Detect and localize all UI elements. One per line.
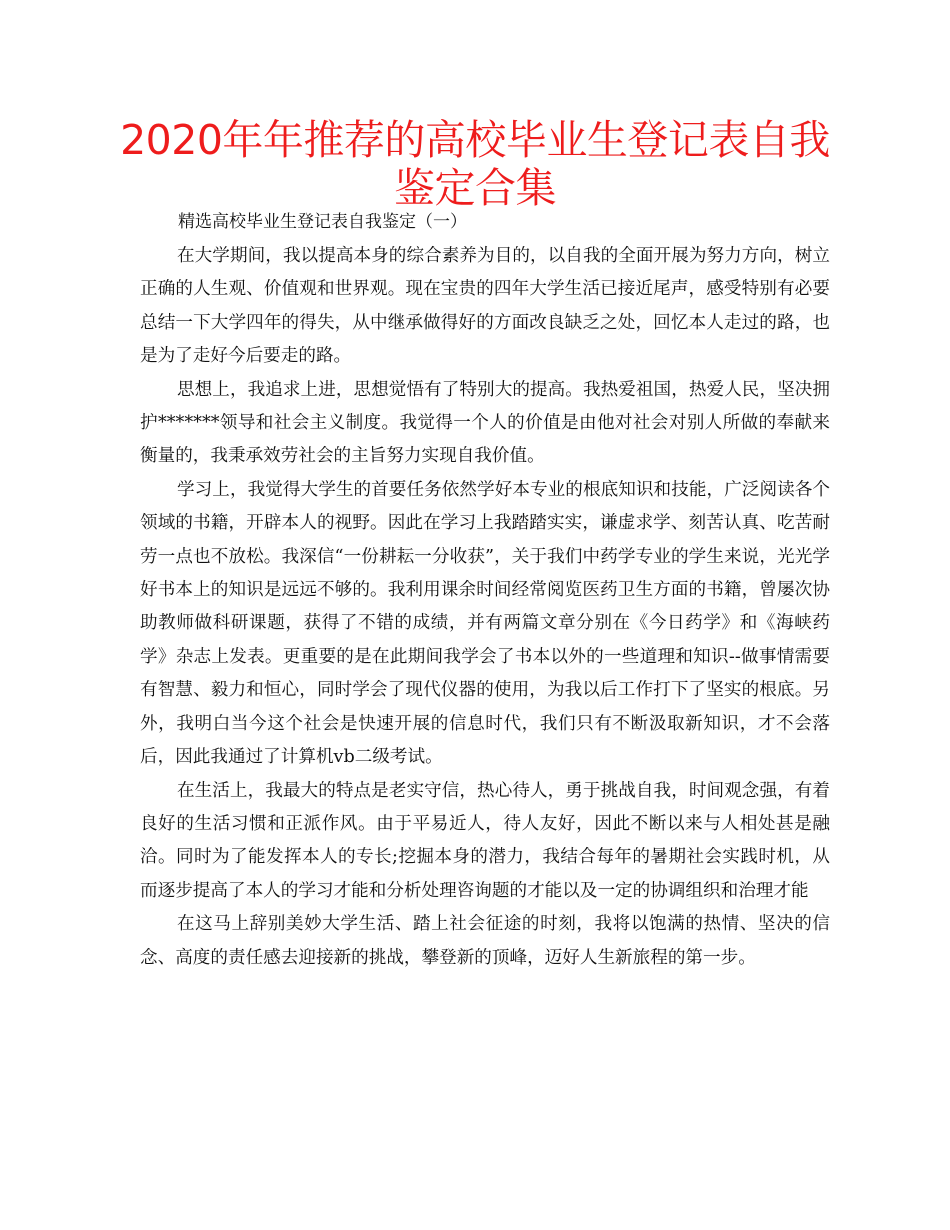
document-title: 2020年年推荐的高校毕业生登记表自我鉴定合集 xyxy=(120,116,830,212)
paragraph-study: 学习上，我觉得大学生的首要任务依然学好本专业的根底知识和技能，广泛阅读各个领域的书籍，开辟本人的视野。因此在学习上我踏踏实实，谦虚求学、刻苦认真、吃苦耐劳一点也不放松。我深信“一份耕耘一分收获”，关于我们中药学专业的学生来说，光光学好书本上的知识是远远不够的。我利用课余时间经常阅览医药卫生方面的书籍，曾屡次协助教师做科研课题，获得了不错的成绩，并有两篇文章分别在《今日药学》和《海峡药学》杂志上发表。更重要的是在此期间我学会了书本以外的一些道理和知识--做事情需要有智慧、毅力和恒心，同时学会了现代仪器的使用，为我以后工作打下了坚实的根底。另外，我明白当今这个社会是快速开展的信息时代，我们只有不断汲取新知识，才不会落后，因此我通过了计算机vb二级考试。 xyxy=(140,479,830,768)
paragraph-life: 在生活上，我最大的特点是老实守信，热心待人，勇于挑战自我，时间观念强，有着良好的生活习惯和正派作风。由于平易近人，待人友好，因此不断以来与人相处甚是融洽。同时为了能发挥本人的专长;挖掘本身的潜力，我结合每年的暑期社会实践时机，从而逐步提高了本人的学习才能和分析处理咨询题的才能以及一定的协调组织和治理才能 xyxy=(140,780,830,901)
section-heading: 精选高校毕业生登记表自我鉴定（一） xyxy=(178,212,467,232)
paragraph-ideology: 思想上，我追求上进，思想觉悟有了特别大的提高。我热爱祖国，热爱人民，坚决拥护*******领导和社会主义制度。我觉得一个人的价值是由他对社会对别人所做的奉献来衡量的，我秉承效劳社会的主旨努力实现自我价值。 xyxy=(140,379,830,467)
paragraph-university-period: 在大学期间，我以提高本身的综合素养为目的，以自我的全面开展为努力方向，树立正确的人生观、价值观和世界观。现在宝贵的四年大学生活已接近尾声，感受特别有必要总结一下大学四年的得失，从中继承做得好的方面改良缺乏之处，回忆本人走过的路，也是为了走好今后要走的路。 xyxy=(140,246,830,367)
document-body xyxy=(140,240,830,975)
paragraph-farewell: 在这马上辞别美妙大学生活、踏上社会征途的时刻，我将以饱满的热情、坚决的信念、高度的责任感去迎接新的挑战，攀登新的顶峰，迈好人生新旅程的第一步。 xyxy=(140,914,830,968)
